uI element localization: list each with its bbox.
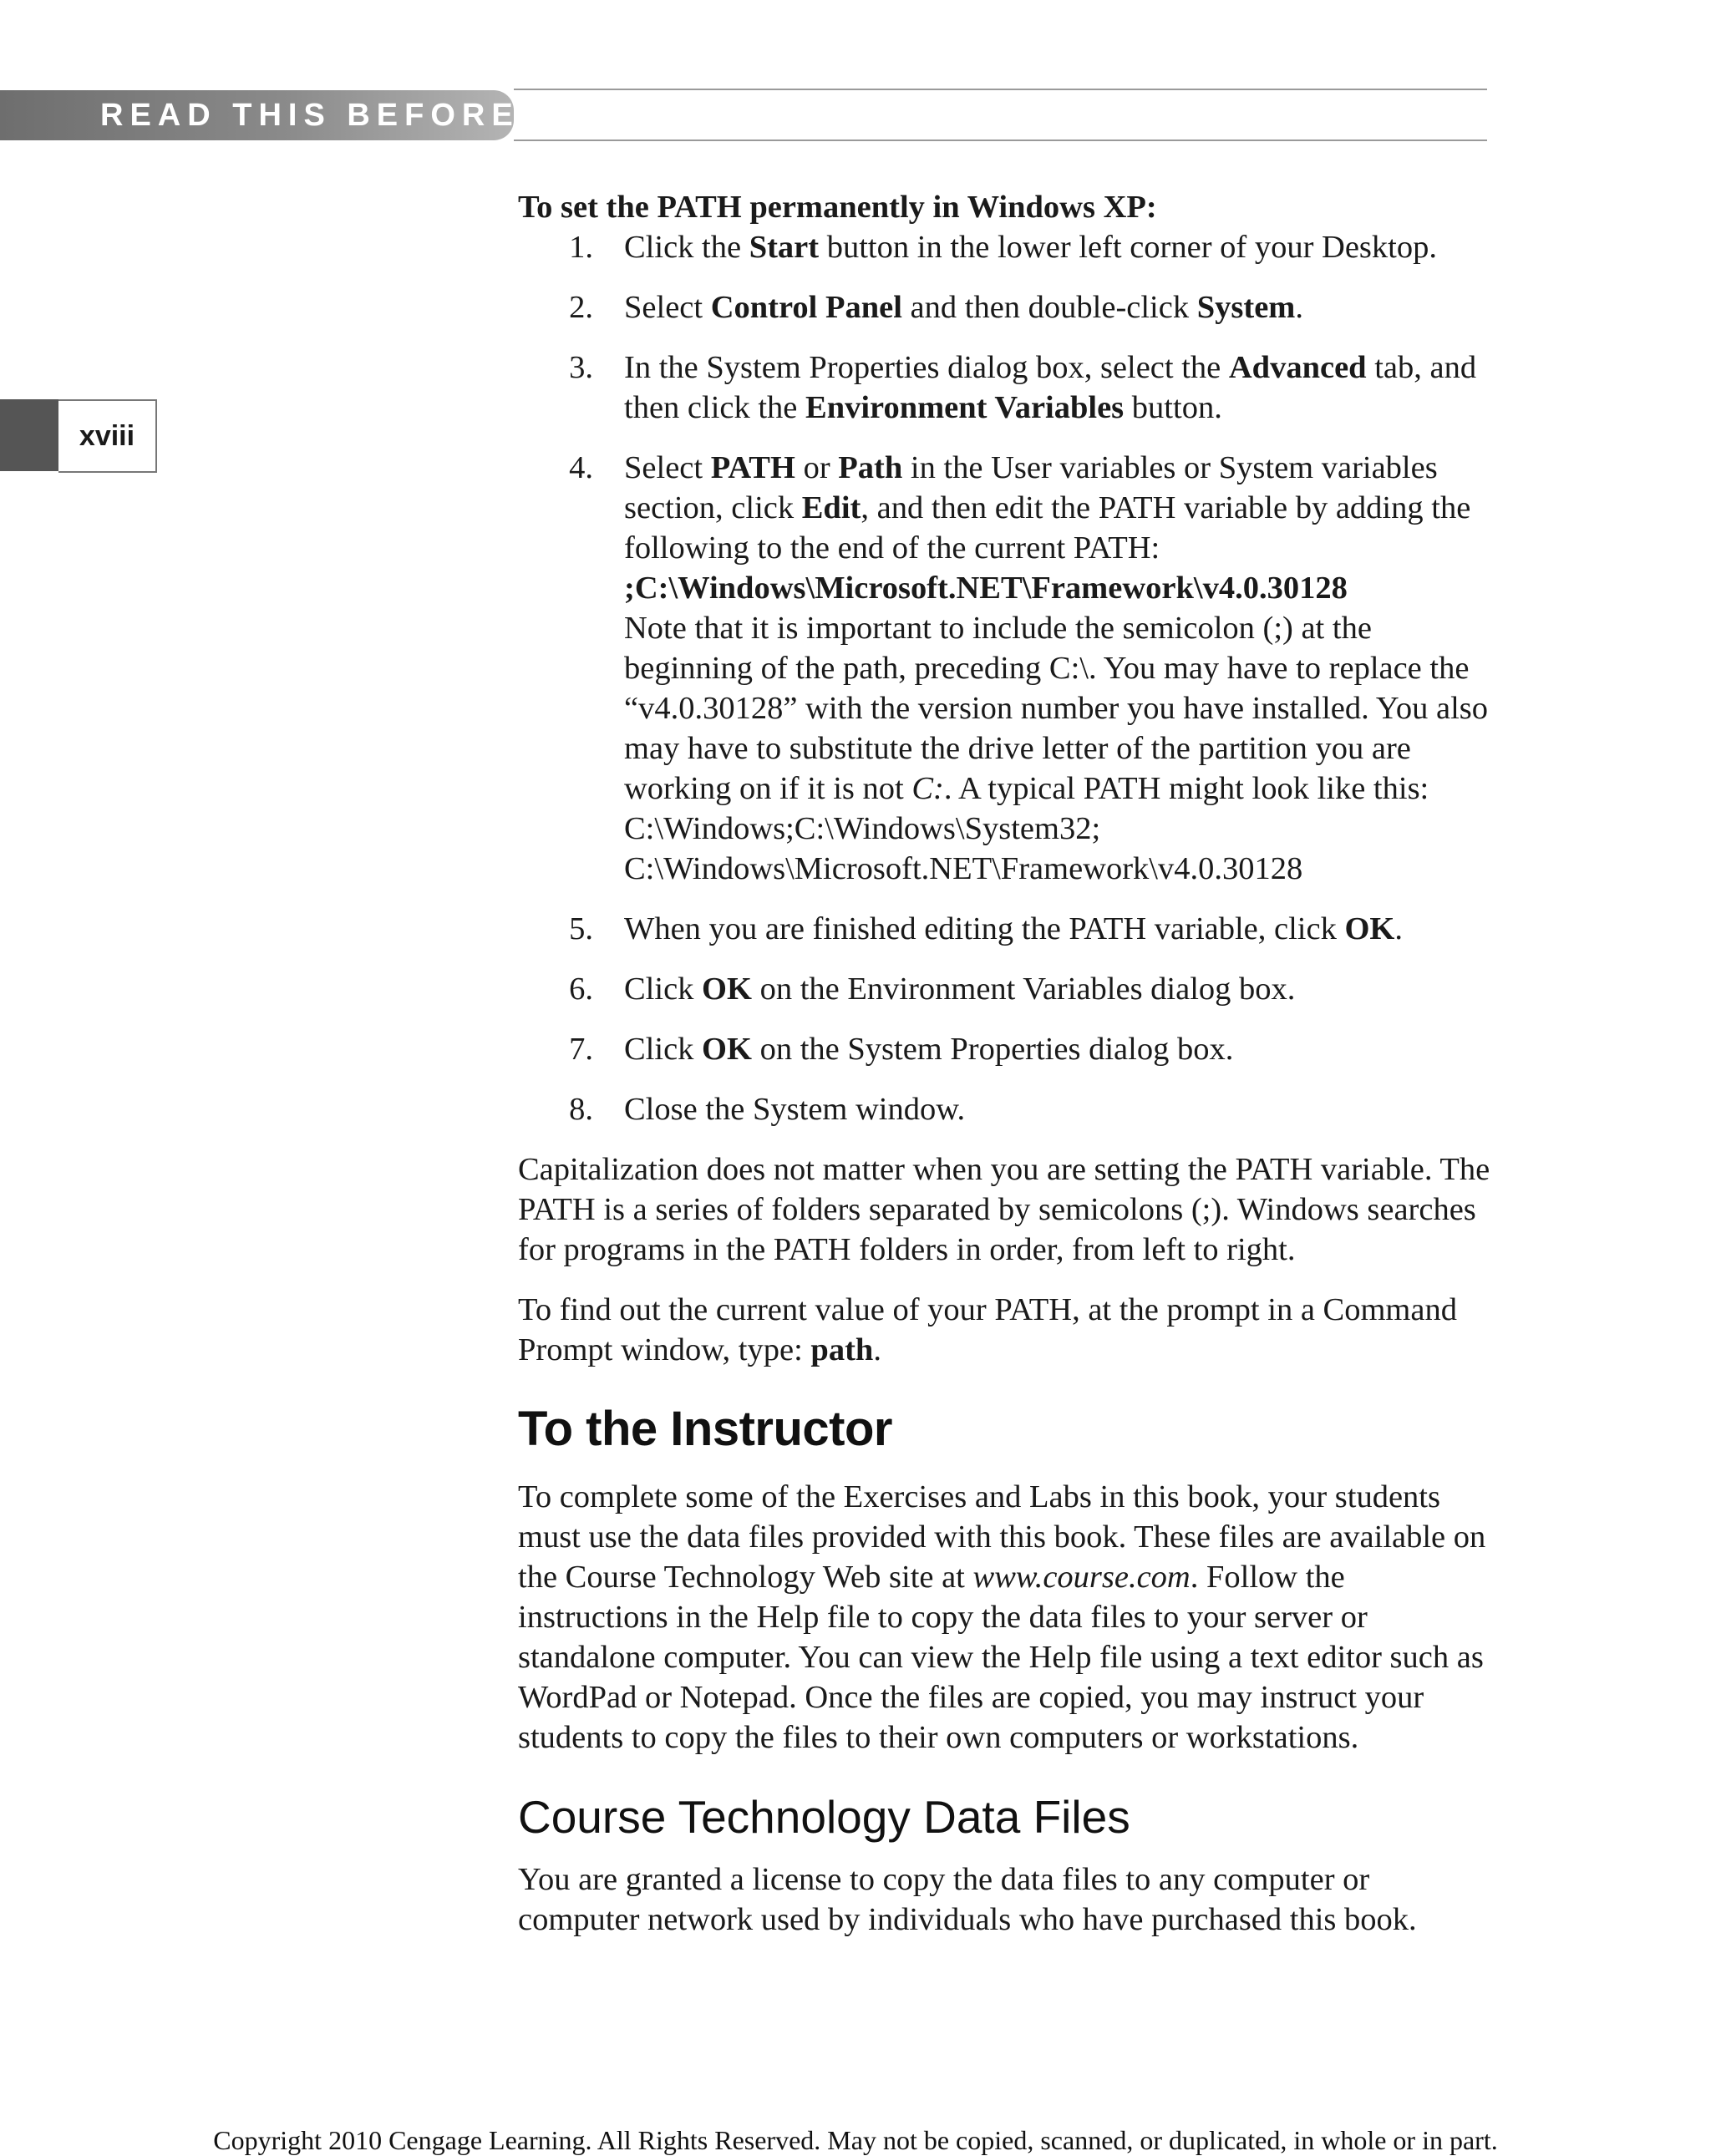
step-text: or: [795, 450, 839, 485]
note-drive: C:: [911, 771, 944, 806]
step-bold: System: [1196, 290, 1296, 325]
step-text: on the Environment Variables dialog box.: [751, 971, 1296, 1007]
step-bold: Edit: [801, 490, 861, 525]
step-text: When you are finished editing the PATH variable, click: [624, 911, 1345, 946]
step-text: Select: [624, 450, 711, 485]
step-text: .: [1394, 911, 1403, 946]
step-number: 5.: [569, 911, 593, 946]
step-text: button.: [1124, 390, 1222, 425]
list-item: [518, 1089, 1495, 1129]
data-files-heading: Course Technology Data Files: [518, 1791, 1130, 1843]
step-text: Select: [624, 290, 711, 325]
step-text: tab, and then click the: [624, 350, 1477, 425]
step-number: 7.: [569, 1032, 593, 1067]
list-item: [518, 227, 1495, 267]
step-number: 3.: [569, 350, 593, 385]
step-text: Click: [624, 1032, 703, 1067]
step-number: 2.: [569, 290, 593, 325]
website-link[interactable]: www.course.com: [972, 1560, 1191, 1595]
step-bold: Path: [838, 450, 903, 485]
xp-heading: To set the PATH permanently in Windows XP:: [518, 190, 1157, 225]
step-text: button in the lower left corner of your Desktop.: [819, 230, 1437, 265]
steps-list: [518, 227, 1495, 1129]
paragraph-text: .: [873, 1332, 881, 1367]
paragraph-text: . Follow the instructions in the Help file to copy the data files to your server or standalone computer. You can view the Help file using a text editor such as WordPad or Notepad. Once the files are copied, you may instruct your students to copy the files to their own computers or workstations.: [518, 1560, 1484, 1755]
list-item: [518, 909, 1495, 949]
path-example: [624, 809, 1495, 889]
step-bold: Advanced: [1228, 350, 1367, 385]
step-text: on the System Properties dialog box.: [751, 1032, 1234, 1067]
example-line: C:\Windows\Microsoft.NET\Framework\v4.0.30128: [624, 851, 1303, 886]
step-bold: Environment Variables: [805, 390, 1125, 425]
list-item: [518, 448, 1495, 889]
page-number: xviii: [58, 399, 157, 473]
note-text: . A typical PATH might look like this:: [943, 771, 1429, 806]
step-text: , and then edit the PATH variable by adding the following to the end of the current PATH:: [624, 490, 1471, 566]
find-path-paragraph: [518, 1290, 1495, 1370]
copyright-footer: Copyright 2010 Cengage Learning. All Rights Reserved. May not be copied, scanned, or duplicated, in whole or in part.: [213, 2125, 1498, 2155]
list-item: [518, 1029, 1495, 1069]
step-text: Click: [624, 971, 703, 1007]
header-rule-bottom: [514, 140, 1487, 141]
step-text: Close the System window.: [624, 1092, 966, 1127]
paragraph-text: To find out the current value of your PATH, at the prompt in a Command Prompt window, type:: [518, 1292, 1457, 1367]
list-item: [518, 969, 1495, 1009]
list-item: [518, 347, 1495, 428]
step-bold: Start: [749, 230, 820, 265]
step-bold: PATH: [710, 450, 795, 485]
instructor-paragraph: [518, 1477, 1495, 1758]
step-text: in the User variables or System variables section, click: [624, 450, 1438, 525]
step-bold: OK: [702, 971, 752, 1007]
main-text-column: [518, 187, 1495, 1940]
path-note: [624, 608, 1495, 809]
step-text: and then double-click: [901, 290, 1197, 325]
header-rule-top: [514, 89, 1487, 90]
step-bold: OK: [1344, 911, 1395, 946]
step-text: .: [1295, 290, 1303, 325]
step-bold: Control Panel: [710, 290, 902, 325]
capitalization-paragraph: Capitalization does not matter when you are setting the PATH variable. The PATH is a series of folders separated by semicolons (;). Windows searches for programs in the PATH folders in order, from left to right.: [518, 1152, 1490, 1267]
step-number: 4.: [569, 450, 593, 485]
step-text: Click the: [624, 230, 749, 265]
step-bold: OK: [702, 1032, 752, 1067]
step-number: 8.: [569, 1092, 593, 1127]
paragraph-text: To complete some of the Exercises and Labs in this book, your students must use the data files provided with this book. These files are available on the Course Technology Web site at: [518, 1479, 1486, 1595]
data-files-paragraph: You are granted a license to copy the data files to any computer or computer network used by individuals who have purchased this book.: [518, 1862, 1417, 1937]
step-number: 6.: [569, 971, 593, 1007]
step-text: In the System Properties dialog box, select the: [624, 350, 1229, 385]
path-addition: ;C:\Windows\Microsoft.NET\Framework\v4.0.30128: [624, 571, 1348, 606]
command-text: path: [810, 1332, 874, 1367]
instructor-heading: To the Instructor: [518, 1402, 892, 1456]
list-item: [518, 287, 1495, 327]
step-number: 1.: [569, 230, 593, 265]
note-text: Note that it is important to include the semicolon (;) at the beginning of the path, preceding C:\. You may have to replace the “v4.0.30128” with the version number you have installed. You also may have to substitute the drive letter of the partition you are working on if it is not: [624, 611, 1489, 806]
page-tab-marker: [0, 399, 58, 471]
section-title: READ THIS BEFORE: [100, 98, 520, 133]
example-line: C:\Windows;C:\Windows\System32;: [624, 811, 1101, 846]
